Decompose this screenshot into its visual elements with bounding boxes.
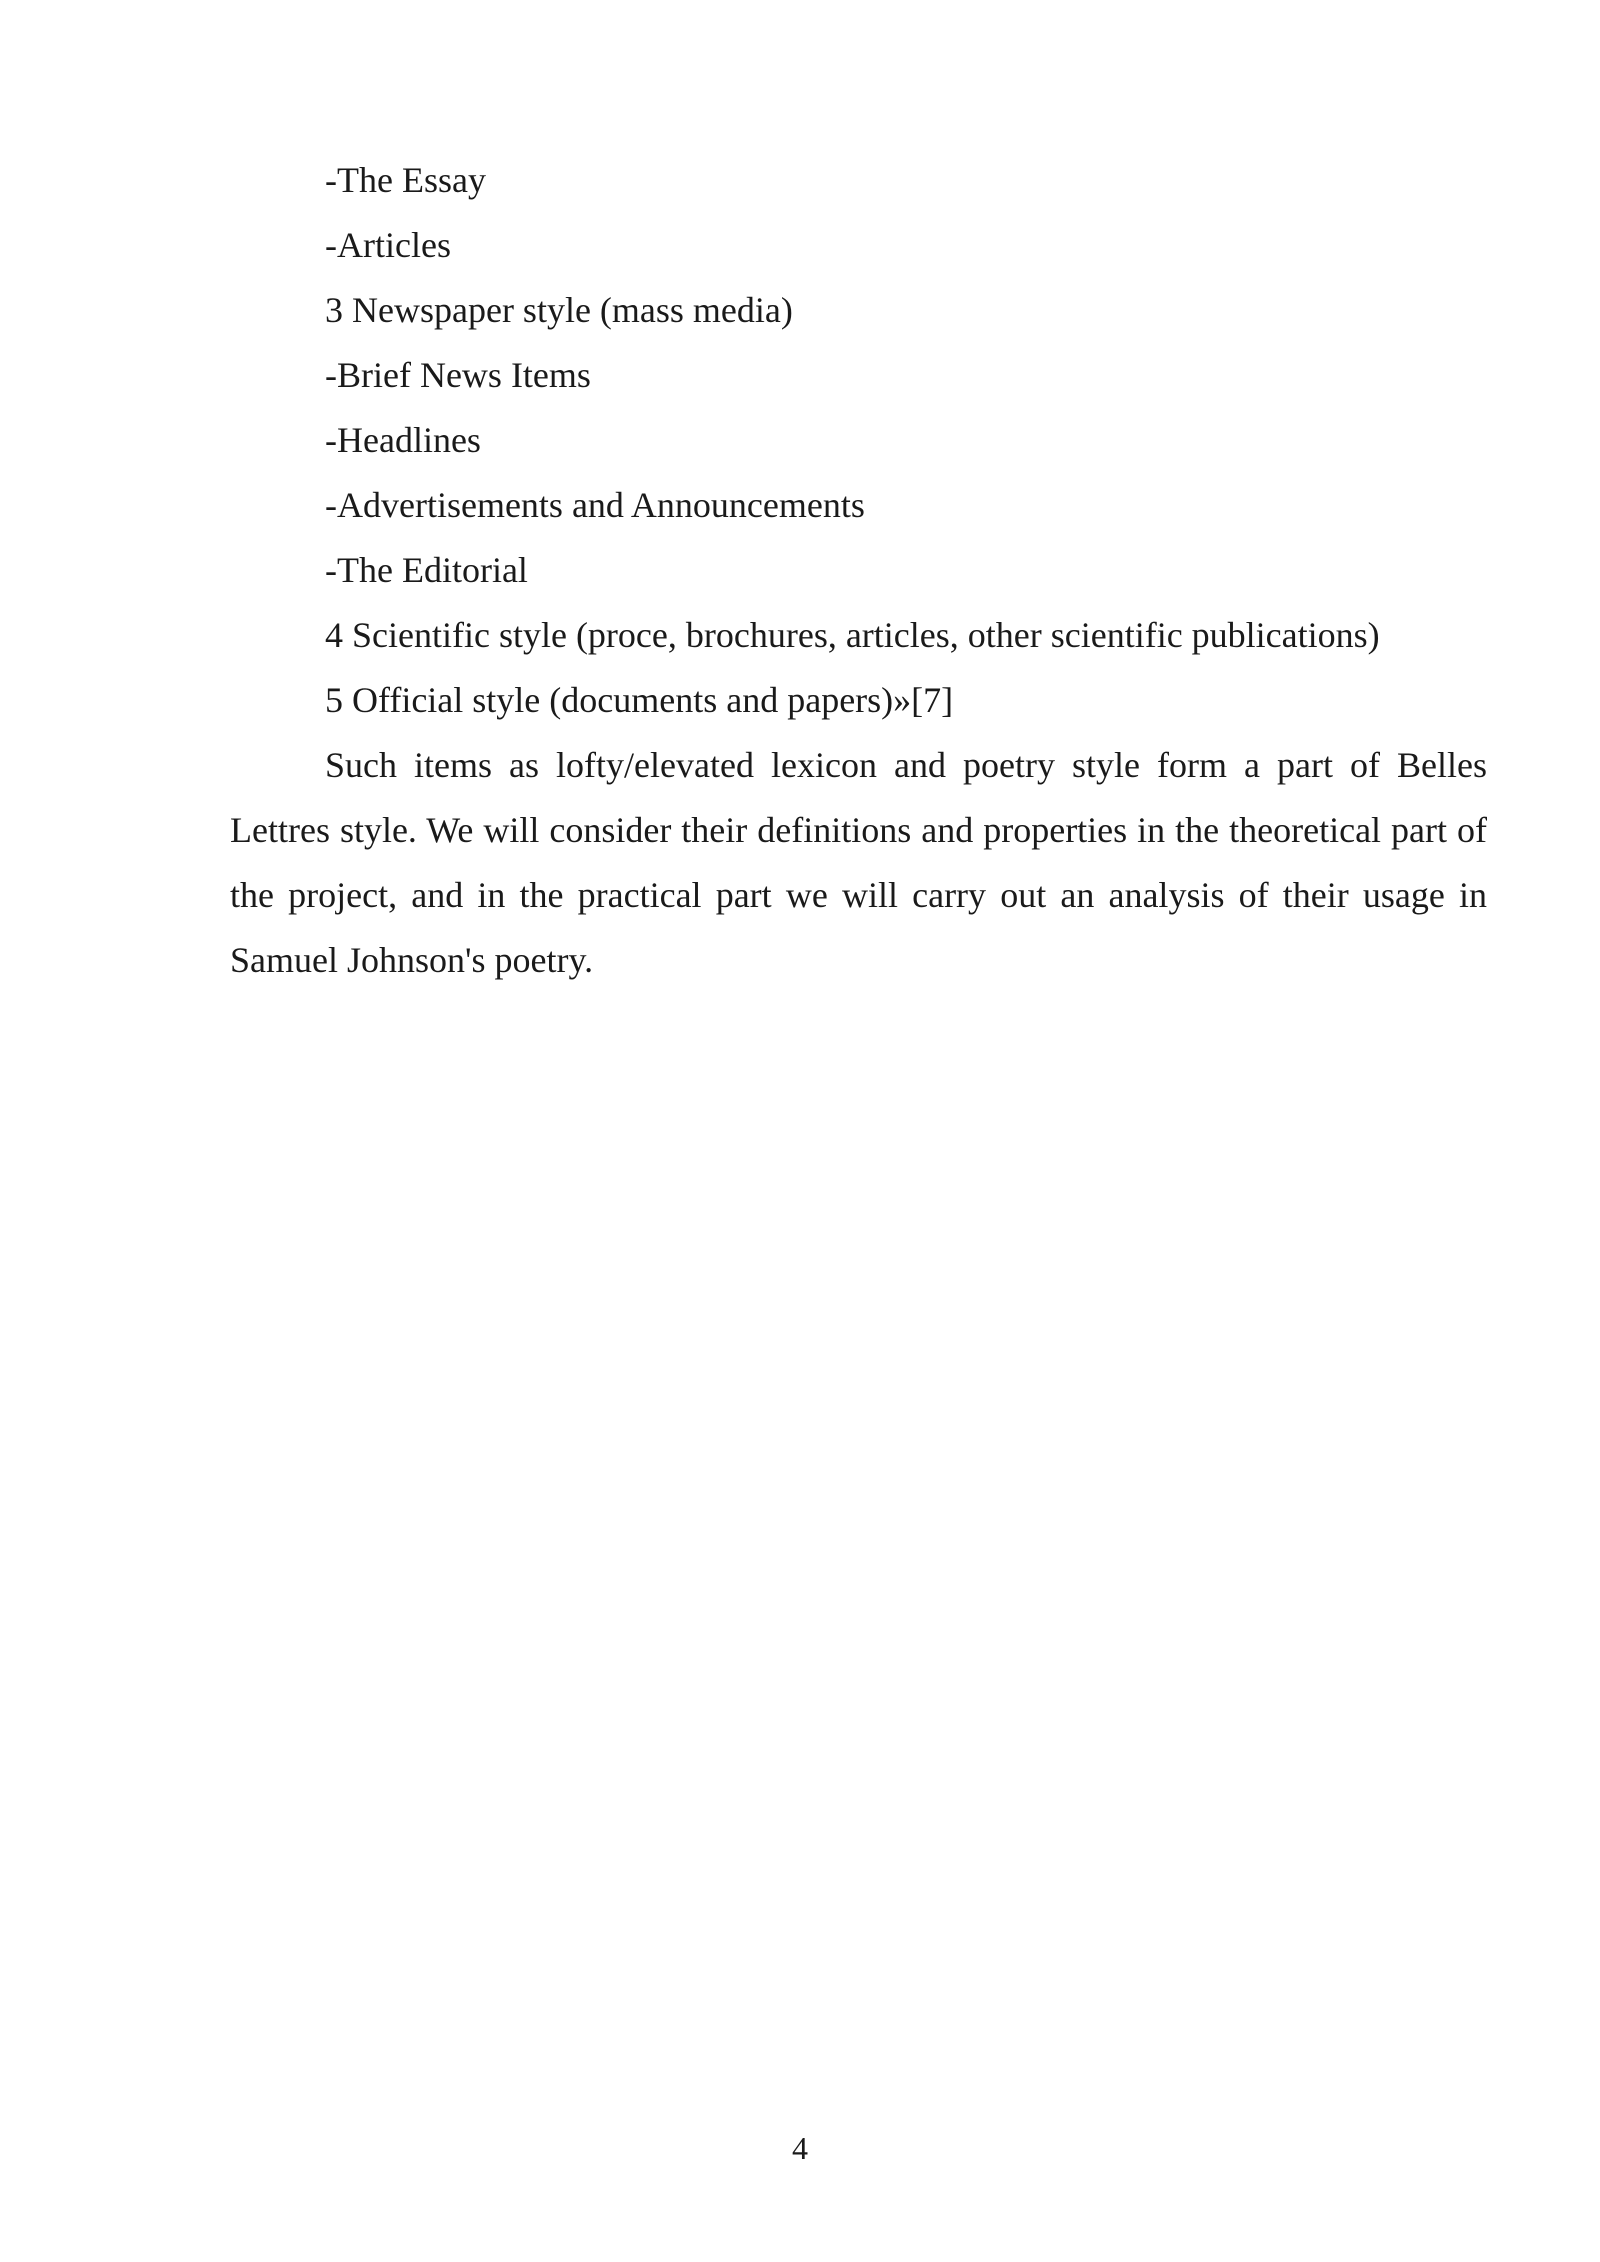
list-item-scientific-style: 4 Scientific style (proce, brochures, articles, other scientific publications) [325,615,1380,655]
list-item-headlines: -Headlines [325,420,481,460]
list-item-articles: -Articles [325,225,451,265]
list-item-the-editorial: -The Editorial [325,550,528,590]
list-item-the-essay: -The Essay [325,160,486,200]
list-item-brief-news-items: -Brief News Items [325,355,591,395]
list-item-advertisements: -Advertisements and Announcements [325,485,865,525]
page-body [230,148,1487,993]
page-number: 4 [792,2130,808,2166]
list-item-newspaper-style: 3 Newspaper style (mass media) [325,290,793,330]
body-paragraph: Such items as lofty/elevated lexicon and poetry style form a part of Belles Lettres style. We will consider their definitions and properties in the theoretical part of the project, and in the practical part we will carry out an analysis of their usage in Samuel Johnson's poetry. [230,745,1487,980]
list-item-official-style: 5 Official style (documents and papers)»[7] [325,680,954,720]
